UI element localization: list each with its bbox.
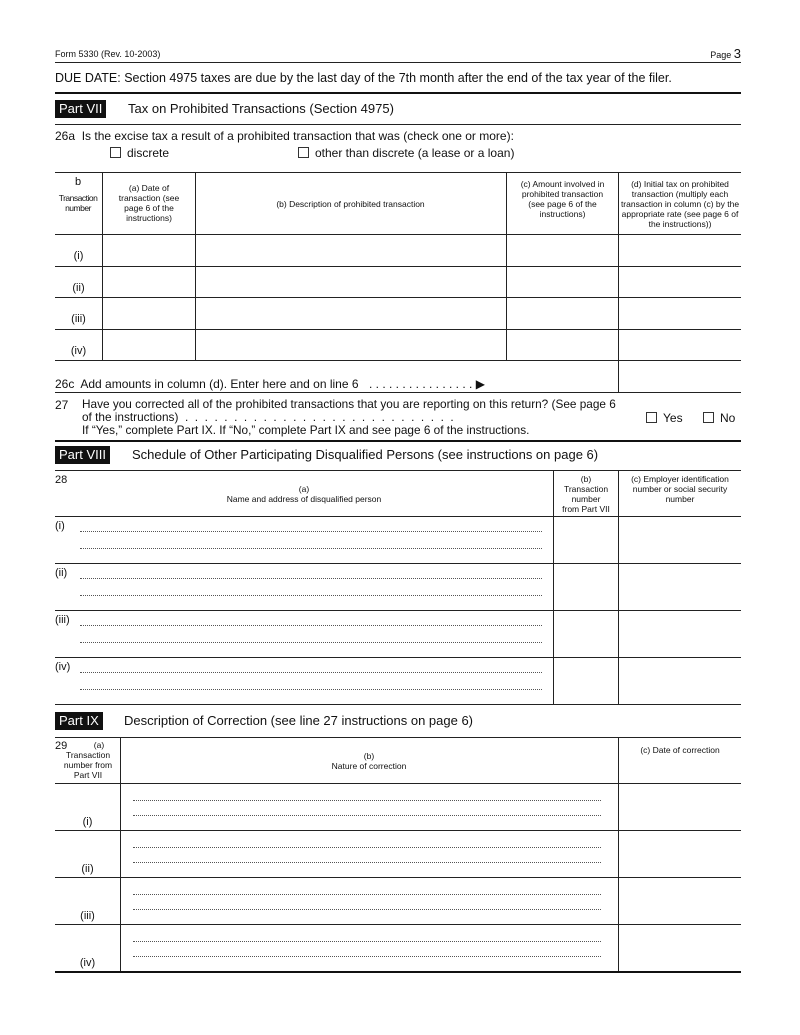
checkbox-label: discrete (127, 146, 170, 160)
row-label: (iv) (79, 957, 96, 969)
table-row[interactable] (55, 657, 741, 704)
correction-line[interactable] (133, 862, 601, 863)
line-26c: 26c Add amounts in column (d). Enter here and on line 6 (55, 377, 359, 391)
table-row[interactable] (55, 924, 741, 971)
correction-line[interactable] (133, 815, 601, 816)
correction-line[interactable] (133, 941, 601, 942)
table-row[interactable] (55, 297, 741, 328)
col-ein-ssn: (c) Employer identification number or social security number (631, 474, 729, 504)
divider (55, 124, 741, 125)
divider (55, 704, 741, 705)
line-27-number: 27 (55, 398, 69, 412)
col-transaction-number: (b) Transaction number from Part VII (562, 474, 610, 514)
name-line[interactable] (80, 672, 542, 673)
question-26a: 26a Is the excise tax a result of a prohibited transaction that was (check one or more): (55, 129, 514, 143)
row-label: (ii) (55, 567, 68, 579)
correction-line[interactable] (133, 800, 601, 801)
name-line[interactable] (80, 625, 542, 626)
col-a-letter: (a) (298, 484, 310, 494)
checkbox-yes[interactable] (646, 411, 683, 425)
table-row[interactable] (55, 877, 741, 924)
divider (55, 360, 741, 361)
row-label: (i) (55, 520, 65, 532)
table-row[interactable] (55, 266, 741, 297)
table-row[interactable] (55, 783, 741, 830)
checkbox-box[interactable] (703, 412, 714, 423)
address-line[interactable] (80, 548, 542, 549)
row-label: (iv) (55, 661, 71, 673)
checkbox-label: No (720, 411, 736, 425)
page-indicator (710, 46, 741, 61)
divider (55, 62, 741, 63)
page-label: Page (710, 50, 732, 60)
table-row[interactable] (55, 563, 741, 610)
row-label: (i) (73, 250, 84, 262)
row-label: (iii) (71, 313, 86, 325)
question-27-text: of the instructions) . . . . . . . . . . . . . . . . . . . . . . . . . . . . (82, 410, 454, 424)
part9-badge: Part IX (55, 712, 103, 730)
checkbox-box[interactable] (646, 412, 657, 423)
total-tax-field[interactable] (619, 362, 741, 392)
address-line[interactable] (80, 595, 542, 596)
table-row[interactable] (55, 329, 741, 360)
checkbox-label: Yes (663, 411, 683, 425)
name-line[interactable] (80, 531, 542, 532)
part7-badge: Part VII (55, 100, 106, 118)
col-b-letter: (b) (363, 751, 375, 761)
line-26c-leader: . . . . . . . . . . . . . . . . ▶ (369, 377, 485, 391)
table-row[interactable] (55, 610, 741, 657)
name-line[interactable] (80, 578, 542, 579)
checkbox-label: other than discrete (a lease or a loan) (315, 146, 515, 160)
checkbox-box[interactable] (298, 147, 309, 158)
col-name-address: Name and address of disqualified person (226, 494, 382, 504)
col-transaction-number: (a) Transaction number from Part VII (63, 740, 113, 780)
row-label: (ii) (72, 281, 85, 294)
question-27 (82, 398, 616, 437)
col-initial-tax: (d) Initial tax on prohibited transaction (multiply each transaction in column (c) by the appropriate rate (see page 6 of the instructions)) (620, 179, 740, 229)
row-label: (ii) (81, 863, 94, 875)
table-row[interactable] (55, 830, 741, 877)
due-date-notice: DUE DATE: Section 4975 taxes are due by the last day of the 7th month after the end of the tax year of the filer. (55, 71, 672, 85)
divider (55, 737, 741, 738)
col-description: (b) Description of prohibited transaction (276, 199, 425, 209)
line-28: 28 (55, 474, 68, 486)
correction-line[interactable] (133, 894, 601, 895)
table-row[interactable] (55, 516, 741, 563)
row-label: (iii) (80, 910, 95, 922)
form-id: Form 5330 (Rev. 10-2003) (55, 49, 161, 59)
part8-badge: Part VIII (55, 446, 110, 464)
checkbox-other-than-discrete[interactable] (298, 146, 514, 160)
divider (55, 392, 741, 393)
correction-line[interactable] (133, 847, 601, 848)
question-27-text: Have you corrected all of the prohibited transactions that you are reporting on this return? (See page 6 (82, 397, 616, 411)
line-29: 29 (55, 740, 68, 752)
correction-line[interactable] (133, 909, 601, 910)
col-amount: (c) Amount involved in prohibited transaction (see page 6 of the instructions) (520, 179, 605, 219)
row-label: (iv) (70, 344, 87, 357)
divider (55, 971, 741, 973)
address-line[interactable] (80, 642, 542, 643)
col-date: (a) Date of transaction (see page 6 of the instructions) (118, 183, 180, 223)
col-transaction-number: Transaction number (58, 193, 98, 213)
checkbox-no[interactable] (703, 411, 735, 425)
table-row[interactable] (55, 234, 741, 265)
col-nature-of-correction: Nature of correction (331, 761, 407, 771)
page-number: 3 (733, 46, 741, 61)
table-top-rule (55, 172, 741, 173)
part7-title: Tax on Prohibited Transactions (Section 4975) (128, 101, 394, 116)
correction-line[interactable] (133, 956, 601, 957)
address-line[interactable] (80, 689, 542, 690)
row-label: (i) (82, 816, 93, 828)
question-27-instruction: If “Yes,” complete Part IX. If “No,” complete Part IX and see page 6 of the instructions. (82, 423, 530, 437)
col-date-of-correction: (c) Date of correction (640, 745, 720, 755)
divider (55, 470, 741, 471)
divider (55, 92, 741, 94)
part9-title: Description of Correction (see line 27 instructions on page 6) (124, 713, 474, 728)
row-label: (iii) (55, 614, 70, 626)
checkbox-discrete[interactable] (110, 146, 169, 160)
part8-title: Schedule of Other Participating Disqualified Persons (see instructions on page 6) (132, 447, 599, 462)
divider (55, 440, 741, 442)
col-b-letter: b (74, 176, 82, 188)
checkbox-box[interactable] (110, 147, 121, 158)
